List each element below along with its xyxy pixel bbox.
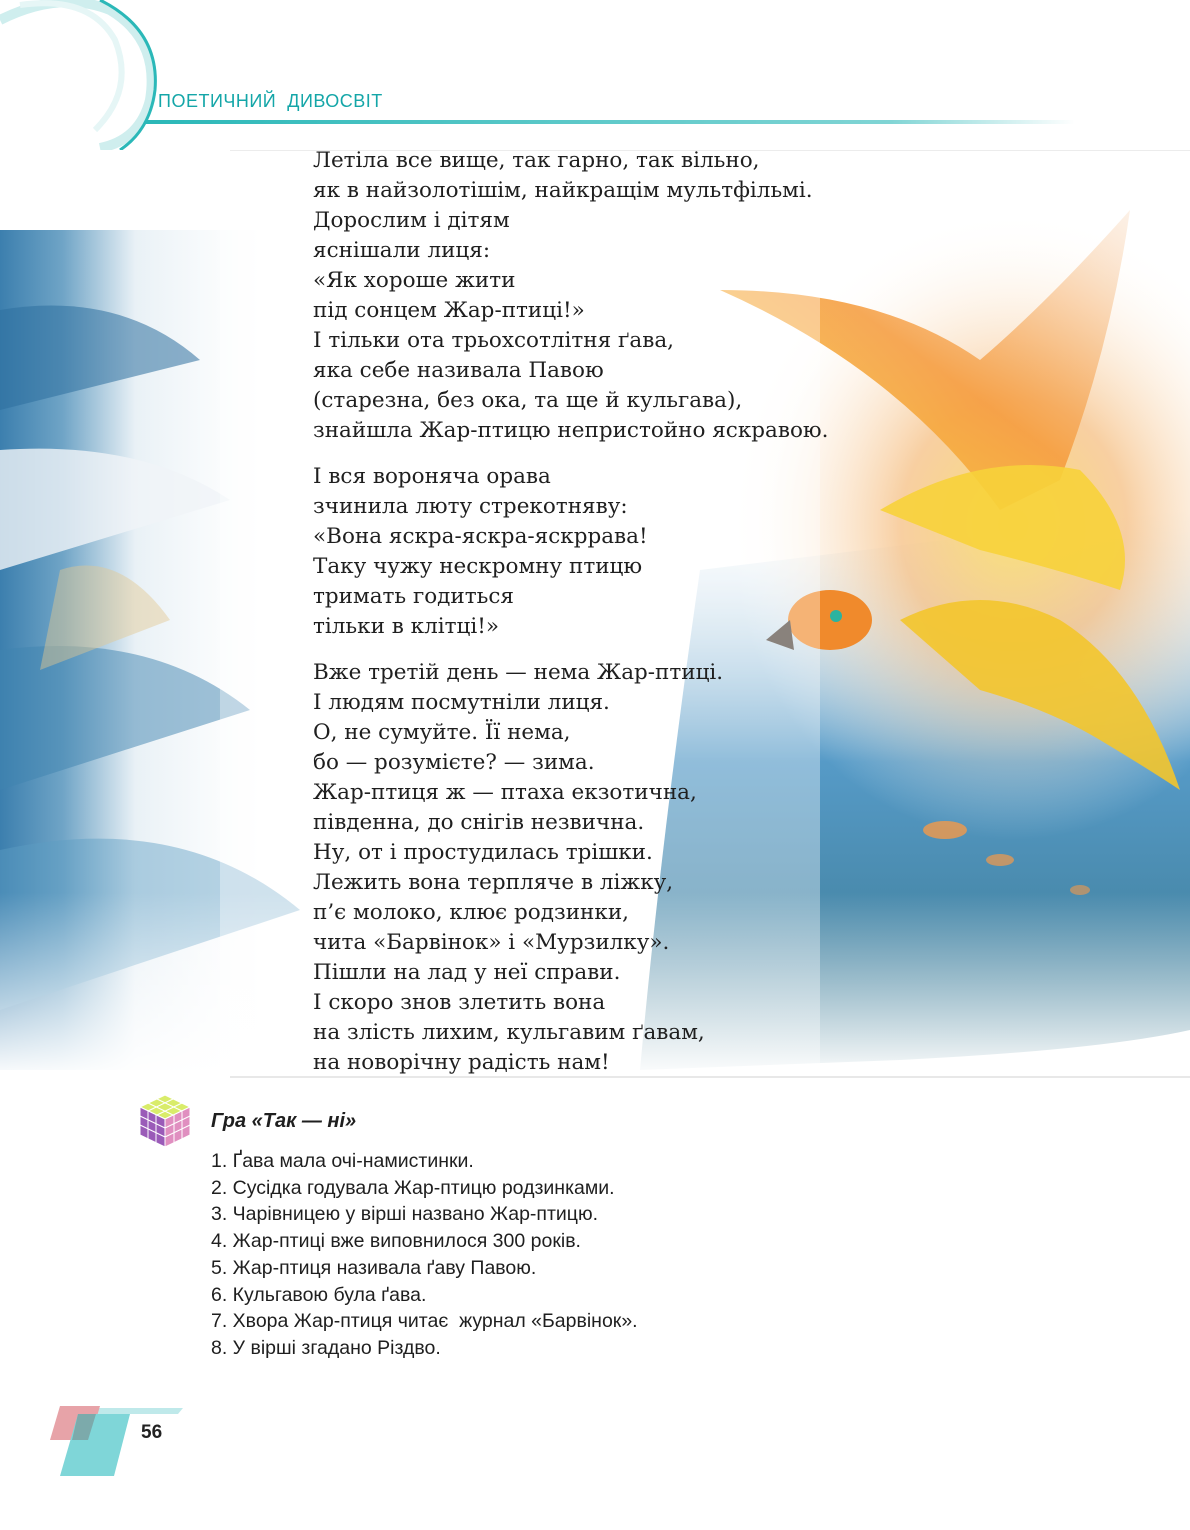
question-item: 6. Кульгавою була ґава. <box>211 1283 427 1306</box>
poem-line: бо — розумієте? — зима. <box>313 750 595 775</box>
poem-line: І тільки ота трьохсотлітня ґава, <box>313 328 674 353</box>
poem-line: Лежить вона терпляче в ліжку, <box>313 870 674 895</box>
poem-stanza <box>313 658 953 1078</box>
poem-stanza <box>313 462 953 642</box>
poem-stanza <box>313 146 953 446</box>
poem-line: Жар-птиця ж — птаха екзотична, <box>313 780 697 805</box>
page-number-decoration <box>48 1400 188 1482</box>
question-item: 3. Чарівницею у вірші названо Жар-птицю. <box>211 1203 599 1226</box>
poem-line: на злість лихим, кульгавим ґавам, <box>313 1020 705 1045</box>
poem-line: знайшла Жар-птицю непристойно яскравою. <box>313 418 829 443</box>
poem-line: Таку чужу нескромну птицю <box>313 554 643 579</box>
poem-line: південна, до снігів незвична. <box>313 810 645 835</box>
poem-line: Вже третій день — нема Жар-птиці. <box>313 660 724 685</box>
header-arcs-decoration <box>0 0 1190 150</box>
page-number: 56 <box>141 1422 163 1443</box>
poem-line: чита «Барвінок» і «Мурзилку». <box>313 930 670 955</box>
poem-line: Летіла все вище, так гарно, так вільно, <box>313 148 760 173</box>
poem-line: тільки в клітці!» <box>313 614 500 639</box>
poem-line: на новорічну радість нам! <box>313 1050 610 1075</box>
poem-line: зчинила люту стрекотняву: <box>313 494 628 519</box>
poem-line: «Як хороше жити <box>313 268 516 293</box>
question-item: 1. Ґава мала очі-намистинки. <box>211 1150 474 1172</box>
rubiks-cube-icon <box>138 1093 192 1149</box>
question-item: 2. Сусідка годувала Жар-птицю родзинками. <box>211 1176 615 1199</box>
question-item: 4. Жар-птиці вже виповнилося 300 років. <box>211 1230 581 1253</box>
poem-line: (старезна, без ока, та ще й кульгава), <box>313 388 743 413</box>
section-title: ПОЕТИЧНИЙ ДИВОСВІТ <box>158 91 383 111</box>
poem-line: І вся вороняча орава <box>313 464 551 489</box>
question-item: 5. Жар-птиця називала ґаву Павою. <box>211 1256 537 1279</box>
poem-line: тримать годиться <box>313 584 514 609</box>
page-header <box>0 0 1190 150</box>
question-item: 7. Хвора Жар-птиця читає журнал «Барвінок». <box>211 1310 638 1333</box>
poem-line: яка себе називала Павою <box>313 358 604 383</box>
poem-text <box>313 146 953 1094</box>
poem-line: Ну, от і простудилась трішки. <box>313 840 653 865</box>
game-questions-list <box>211 1148 638 1362</box>
poem-line: Дорослим і дітям <box>313 208 510 233</box>
game-title: Гра «Так — ні» <box>211 1110 357 1132</box>
poem-line: І людям посмутніли лиця. <box>313 690 610 715</box>
poem-line: під сонцем Жар-птиці!» <box>313 298 585 323</box>
poem-line: І скоро знов злетить вона <box>313 990 606 1015</box>
poem-line: п’є молоко, клює родзинки, <box>313 900 629 925</box>
question-item: 8. У вірші згадано Різдво. <box>211 1336 441 1359</box>
poem-line: як в найзолотішім, найкращім мультфільмі. <box>313 178 813 203</box>
poem-line: Пішли на лад у неї справи. <box>313 960 621 985</box>
poem-line: «Вона яскра-яскра-яскррава! <box>313 524 648 549</box>
poem-line: яснішали лиця: <box>313 238 491 263</box>
poem-line: О, не сумуйте. Її нема, <box>313 720 571 745</box>
